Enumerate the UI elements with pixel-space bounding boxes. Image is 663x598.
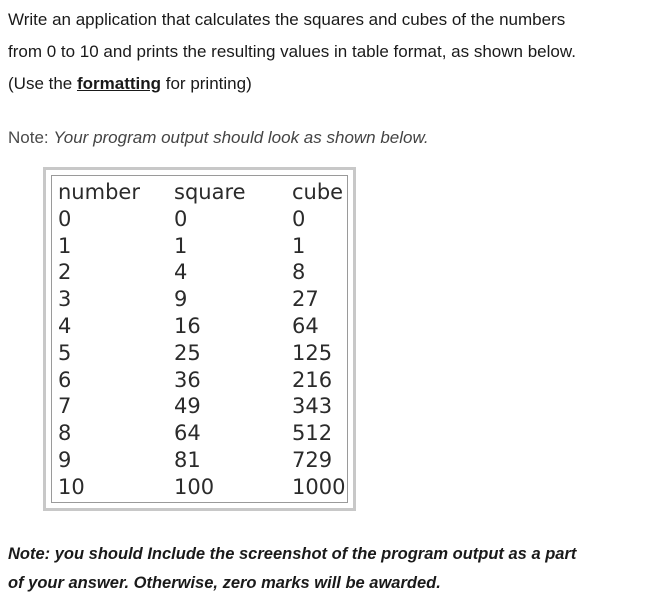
submission-note-line-2: of your answer. Otherwise, zero marks will be awarded.	[8, 574, 441, 592]
program-output-table	[58, 179, 362, 501]
square-cell: 4	[174, 260, 188, 285]
square-cell: 81	[174, 447, 201, 472]
square-cell: 9	[174, 287, 188, 312]
header-cube: cube	[292, 180, 344, 204]
cube-cell: 343	[292, 394, 333, 419]
output-row	[58, 206, 362, 233]
output-row	[58, 313, 362, 340]
number-cell: 5	[58, 340, 72, 365]
square-cell: 100	[174, 474, 215, 499]
note-label: Note:	[8, 128, 49, 147]
cube-cell: 729	[292, 447, 333, 472]
square-cell: 1	[174, 233, 188, 258]
output-row	[58, 447, 362, 474]
cube-cell: 125	[292, 340, 333, 365]
cube-cell: 8	[292, 260, 306, 285]
output-row	[58, 340, 362, 367]
number-cell: 7	[58, 394, 72, 419]
problem-line-3-prefix: (Use the	[8, 74, 77, 93]
output-row	[58, 474, 362, 501]
output-row	[58, 286, 362, 313]
cube-cell: 512	[292, 421, 333, 446]
square-cell: 0	[174, 206, 188, 231]
cube-cell: 0	[292, 206, 306, 231]
cube-cell: 1000	[292, 474, 346, 499]
output-row	[58, 393, 362, 420]
square-cell: 16	[174, 313, 201, 338]
cube-cell: 1	[292, 233, 306, 258]
problem-line-3-suffix: for printing)	[161, 74, 252, 93]
cube-cell: 216	[292, 367, 333, 392]
problem-line-2: from 0 to 10 and prints the resulting values in table format, as shown below.	[8, 42, 576, 61]
note-text: Your program output should look as shown below.	[53, 128, 429, 147]
problem-line-3	[8, 68, 658, 100]
output-note	[8, 128, 429, 148]
square-cell: 64	[174, 421, 201, 446]
header-number: number	[58, 180, 140, 204]
number-cell: 0	[58, 206, 72, 231]
problem-line-1: Write an application that calculates the squares and cubes of the numbers	[8, 10, 566, 29]
submission-note	[8, 540, 660, 598]
number-cell: 6	[58, 367, 72, 392]
header-square: square	[174, 180, 246, 204]
square-cell: 36	[174, 367, 201, 392]
problem-statement	[8, 4, 658, 100]
output-row	[58, 233, 362, 260]
output-header-row	[58, 179, 362, 206]
output-row	[58, 420, 362, 447]
number-cell: 9	[58, 447, 72, 472]
number-cell: 10	[58, 474, 85, 499]
output-row	[58, 367, 362, 394]
output-row	[58, 259, 362, 286]
square-cell: 49	[174, 394, 201, 419]
cube-cell: 64	[292, 313, 319, 338]
program-output-window	[43, 167, 356, 511]
square-cell: 25	[174, 340, 201, 365]
number-cell: 8	[58, 421, 72, 446]
cube-cell: 27	[292, 287, 319, 312]
number-cell: 3	[58, 287, 72, 312]
number-cell: 1	[58, 233, 72, 258]
number-cell: 2	[58, 260, 72, 285]
formatting-link[interactable]: formatting	[76, 74, 162, 93]
number-cell: 4	[58, 313, 72, 338]
submission-note-line-1: Note: you should Include the screenshot of the program output as a part	[8, 545, 577, 563]
program-output-frame	[51, 175, 348, 503]
